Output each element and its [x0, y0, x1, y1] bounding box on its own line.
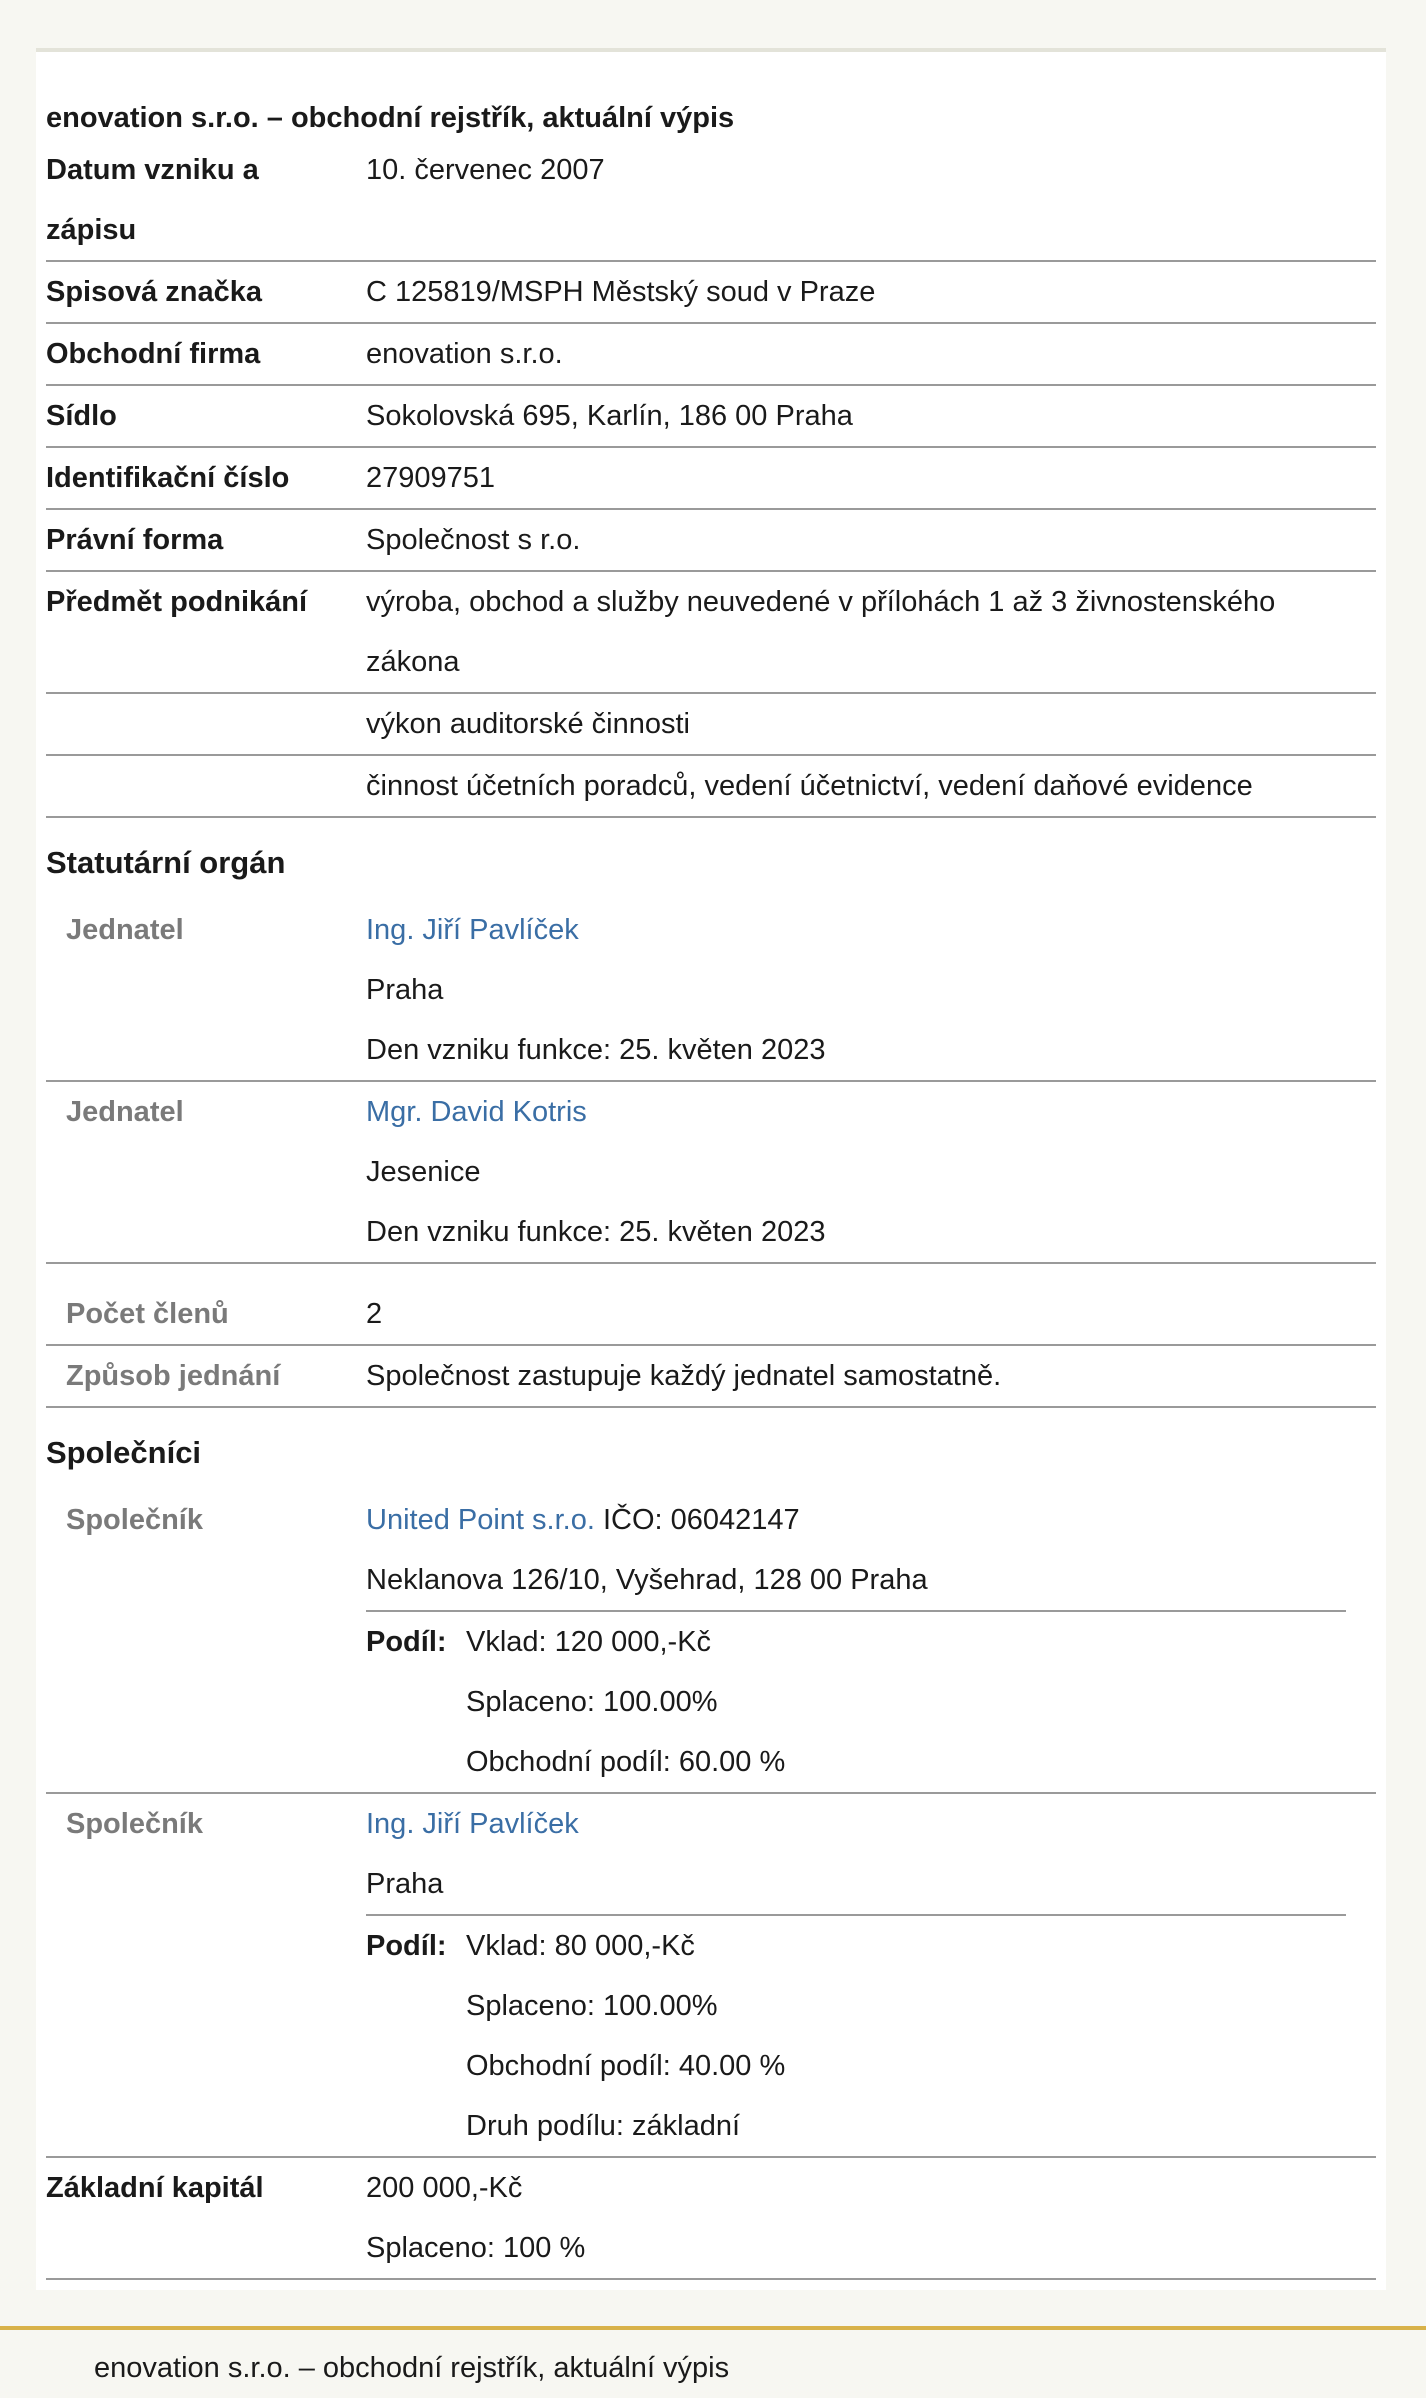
page-title: enovation s.r.o. – obchodní rejstřík, aktuální výpis — [46, 102, 735, 134]
row-zakladni-kapital — [46, 2158, 1376, 2280]
spolecnik-address: Neklanova 126/10, Vyšehrad, 128 00 Praha — [366, 1564, 928, 1596]
section-statutarni-organ — [46, 818, 1376, 900]
label-predmet: Předmět podnikání — [46, 586, 308, 618]
member-since: Den vzniku funkce: 25. květen 2023 — [366, 1216, 826, 1248]
kapital-amount: 200 000,-Kč — [366, 2172, 523, 2204]
podil-label: Podíl: — [366, 1626, 447, 1658]
podil-block — [366, 1610, 1346, 1792]
spolecnik-entry — [46, 1490, 1376, 1794]
value-ico: 27909751 — [366, 462, 496, 494]
label-ico: Identifikační číslo — [46, 462, 290, 494]
value-pravni-forma: Společnost s r.o. — [366, 524, 581, 556]
label-pocet-clenu: Počet členů — [66, 1298, 229, 1330]
section-spolecnici — [46, 1408, 1376, 1490]
label-zpusob-jednani: Způsob jednání — [66, 1360, 281, 1392]
row-datum-vzniku — [46, 140, 1376, 262]
label-sidlo: Sídlo — [46, 400, 117, 432]
podil-values — [466, 1916, 1346, 2156]
value-zakladni-kapital — [366, 2158, 1376, 2278]
row-pravni-forma — [46, 510, 1376, 572]
member-name-link[interactable]: Mgr. David Kotris — [366, 1096, 587, 1128]
section-heading-statutarni: Statutární orgán — [46, 845, 286, 880]
member-details — [366, 1082, 1376, 1262]
footer — [0, 2326, 1426, 2398]
member-role: Jednatel — [66, 1096, 184, 1128]
spolecnik-name-link[interactable]: United Point s.r.o. — [366, 1504, 595, 1536]
podil-splaceno: Splaceno: 100.00% — [466, 1990, 718, 2022]
label-empty — [46, 694, 366, 754]
row-predmet-1 — [46, 572, 1376, 694]
value-predmet-1: výroba, obchod a služby neuvedené v přílohách 1 až 3 živnostenského zákona — [366, 586, 1276, 678]
spolecnik-details — [366, 1490, 1376, 1792]
row-obchodni-firma — [46, 324, 1376, 386]
row-predmet-2 — [46, 694, 1376, 756]
podil-obchodni: Obchodní podíl: 60.00 % — [466, 1746, 786, 1778]
row-sidlo — [46, 386, 1376, 448]
section-heading-spolecnici: Společníci — [46, 1435, 202, 1470]
header — [46, 52, 1376, 140]
podil-label: Podíl: — [366, 1930, 447, 1962]
spolecnik-entry — [46, 1794, 1376, 2158]
label-zakladni-kapital: Základní kapitál — [46, 2172, 264, 2204]
label-empty — [46, 756, 366, 816]
statutarni-member — [46, 1082, 1376, 1264]
spolecnik-role: Společník — [66, 1808, 203, 1840]
statutarni-member — [46, 900, 1376, 1082]
podil-obchodni: Obchodní podíl: 40.00 % — [466, 2050, 786, 2082]
label-datum-vzniku: Datum vzniku a zápisu — [46, 154, 259, 246]
row-spisova-znacka — [46, 262, 1376, 324]
label-obchodni-firma: Obchodní firma — [46, 338, 261, 370]
podil-splaceno: Splaceno: 100.00% — [466, 1686, 718, 1718]
member-name-link[interactable]: Ing. Jiří Pavlíček — [366, 914, 579, 946]
value-datum-vzniku: 10. červenec 2007 — [366, 154, 605, 186]
value-zpusob-jednani: Společnost zastupuje každý jednatel samostatně. — [366, 1360, 1002, 1392]
podil-values — [466, 1612, 1346, 1792]
value-spisova-znacka: C 125819/MSPH Městský soud v Praze — [366, 276, 876, 308]
value-pocet-clenu: 2 — [366, 1298, 383, 1330]
member-place: Jesenice — [366, 1156, 481, 1188]
podil-vklad: Vklad: 120 000,-Kč — [466, 1626, 712, 1658]
row-zpusob-jednani — [46, 1346, 1376, 1408]
member-since: Den vzniku funkce: 25. květen 2023 — [366, 1034, 826, 1066]
register-extract-card — [36, 48, 1386, 2290]
spolecnik-ico: IČO: 06042147 — [602, 1504, 800, 1536]
value-predmet-3: činnost účetních poradců, vedení účetnictví, vedení daňové evidence — [366, 770, 1253, 802]
spolecnik-role: Společník — [66, 1504, 203, 1536]
label-pravni-forma: Právní forma — [46, 524, 224, 556]
kapital-paid: Splaceno: 100 % — [366, 2232, 586, 2264]
spolecnik-name-link[interactable]: Ing. Jiří Pavlíček — [366, 1808, 579, 1840]
footer-title: enovation s.r.o. – obchodní rejstřík, aktuální výpis — [94, 2352, 730, 2384]
member-place: Praha — [366, 974, 444, 1006]
register-extract-content — [46, 52, 1376, 2280]
spolecnik-details — [366, 1794, 1376, 2156]
label-spisova-znacka: Spisová značka — [46, 276, 262, 308]
member-details — [366, 900, 1376, 1080]
row-ico — [46, 448, 1376, 510]
value-sidlo: Sokolovská 695, Karlín, 186 00 Praha — [366, 400, 853, 432]
value-obchodni-firma: enovation s.r.o. — [366, 338, 563, 370]
podil-vklad: Vklad: 80 000,-Kč — [466, 1930, 695, 1962]
value-predmet-2: výkon auditorské činnosti — [366, 708, 690, 740]
spolecnik-address: Praha — [366, 1868, 444, 1900]
spolecnik-name-line — [366, 1490, 1376, 1550]
podil-block — [366, 1914, 1346, 2156]
spolecnik-name-line — [366, 1794, 1376, 1854]
podil-druh: Druh podílu: základní — [466, 2110, 741, 2142]
row-pocet-clenu — [46, 1284, 1376, 1346]
row-predmet-3 — [46, 756, 1376, 818]
member-role: Jednatel — [66, 914, 184, 946]
